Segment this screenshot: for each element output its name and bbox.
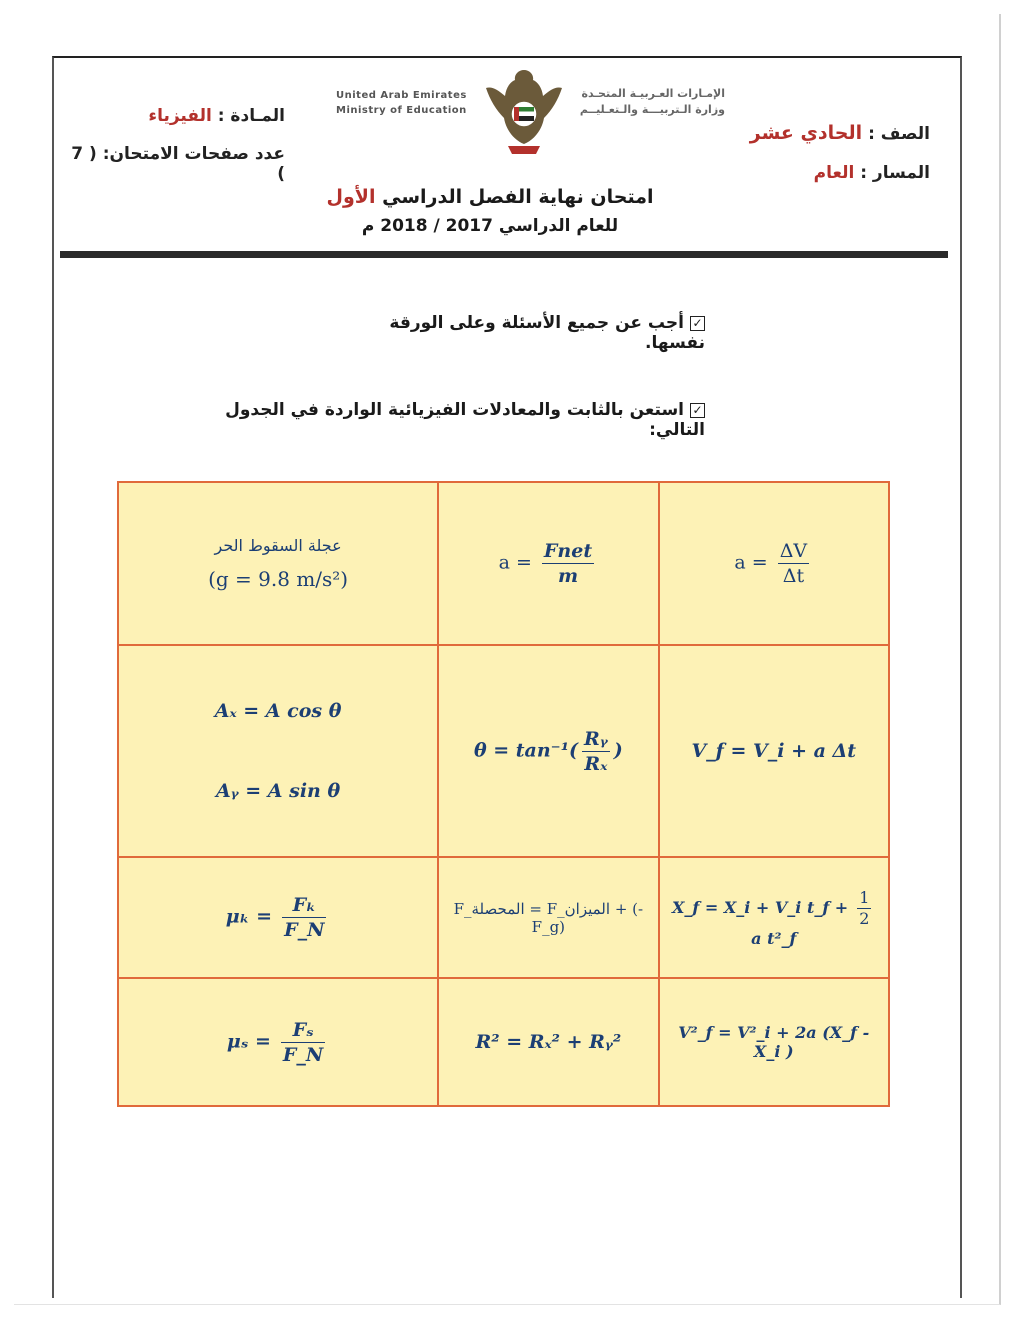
xf-lhs: X_f = X_i + V_i t_f + — [672, 897, 849, 917]
ministry-en-line1: United Arab Emirates — [336, 90, 467, 101]
theta-close: ) — [613, 739, 623, 761]
resultant-cell — [438, 978, 658, 1106]
instruction-2 — [195, 400, 705, 440]
table-row — [118, 857, 889, 978]
track-line — [760, 163, 930, 183]
free-fall-label: عجلة السقوط الحر — [214, 536, 342, 555]
equation-table — [117, 481, 890, 1107]
table-row — [118, 645, 889, 857]
header-divider — [60, 251, 948, 258]
r2-formula: R² = Rₓ² + Rᵧ² — [475, 1031, 622, 1053]
theta-den: Rₓ — [584, 752, 608, 775]
newton-num: Fnet — [543, 540, 593, 562]
instruction-1-text: أجب عن جميع الأسئلة وعلى الورقة نفسها. — [389, 313, 705, 353]
vf-cell — [659, 645, 890, 857]
checkbox-checked-icon: ✓ — [690, 403, 705, 418]
muk-cell — [118, 857, 438, 978]
grade-label: الصف : — [868, 124, 930, 144]
muk-num: Fₖ — [282, 893, 326, 918]
muk-fraction — [282, 893, 326, 942]
accel-num: ΔV — [779, 540, 808, 562]
accel-lhs: a = — [734, 551, 768, 574]
subject-value: الفيزياء — [148, 106, 212, 126]
mus-cell — [118, 978, 438, 1106]
newton-fraction — [542, 539, 594, 588]
accel-den: Δt — [782, 565, 805, 587]
mus-num: Fₛ — [281, 1018, 325, 1043]
exam-subtitle: للعام الدراسي 2017 / 2018 م — [361, 216, 619, 236]
free-fall-cell — [118, 482, 438, 645]
theta-cell — [438, 645, 658, 857]
instruction-2-text: استعن بالثابت والمعادلات الفيزيائية الواردة في الجدول التالي: — [225, 400, 705, 440]
grade-value: الحادي عشر — [749, 122, 863, 144]
mus-den: F_N — [282, 1043, 324, 1066]
newton-den: m — [557, 565, 579, 587]
table-row — [118, 482, 889, 645]
ministry-en-line2: Ministry of Education — [336, 105, 467, 116]
ministry-ar — [575, 86, 725, 118]
ay-formula: Aᵧ = A sin θ — [216, 780, 341, 802]
pages-label: عدد صفحات الامتحان: — [102, 144, 285, 164]
free-fall-value: (g = 9.8 m/s²) — [208, 567, 349, 591]
vf2-cell — [659, 978, 890, 1106]
xf-fraction — [857, 888, 871, 929]
mus-lhs: μₛ = — [226, 1030, 271, 1052]
subject-label: المـادة : — [217, 106, 285, 126]
instruction-1 — [340, 313, 705, 353]
exam-title — [300, 186, 680, 208]
track-label: المسار : — [860, 163, 930, 183]
exam-title-accent: الأول — [326, 186, 376, 208]
mus-fraction — [281, 1018, 325, 1067]
checkbox-checked-icon: ✓ — [690, 316, 705, 331]
ministry-ar-line1: الإمـارات العـربيـة المتحـدة — [581, 87, 725, 100]
newton-lhs: a = — [498, 551, 532, 574]
grade-line — [740, 122, 930, 144]
muk-lhs: μₖ = — [225, 905, 273, 928]
ax-formula: Aₓ = A cos θ — [214, 700, 342, 722]
fnet-cell — [438, 857, 658, 978]
acceleration-cell — [659, 482, 890, 645]
table-row — [118, 978, 889, 1106]
xf-rhs: a t²_f — [751, 928, 797, 948]
xf-num: 1 — [859, 887, 870, 907]
accel-fraction — [778, 539, 809, 588]
ministry-en — [336, 88, 476, 118]
xf-cell — [659, 857, 890, 978]
xf-den: 2 — [859, 908, 870, 928]
pages-line — [70, 144, 285, 184]
muk-den: F_N — [284, 919, 325, 941]
subject-line — [140, 106, 285, 126]
exam-title-main: امتحان نهاية الفصل الدراسي — [382, 186, 654, 208]
fnet-formula: F_المحصلة = F_الميزان + (- F_g) — [453, 899, 644, 936]
theta-lhs: θ = tan⁻¹( — [473, 739, 579, 761]
newton-second-law-cell — [438, 482, 658, 645]
components-cell — [118, 645, 438, 857]
vf2-formula: V²_f = V²_i + 2a (X_f - X_i ) — [678, 1023, 870, 1061]
vf-formula: V_f = V_i + a Δt — [691, 740, 857, 762]
pages-value: ( 7 ) — [71, 144, 285, 184]
theta-num: Rᵧ — [584, 727, 608, 750]
theta-fraction — [582, 727, 610, 776]
uae-emblem-icon — [484, 66, 564, 158]
track-value: العام — [813, 163, 855, 183]
ministry-ar-line2: وزارة الـتربيـــة والـتعـليــم — [579, 103, 725, 116]
